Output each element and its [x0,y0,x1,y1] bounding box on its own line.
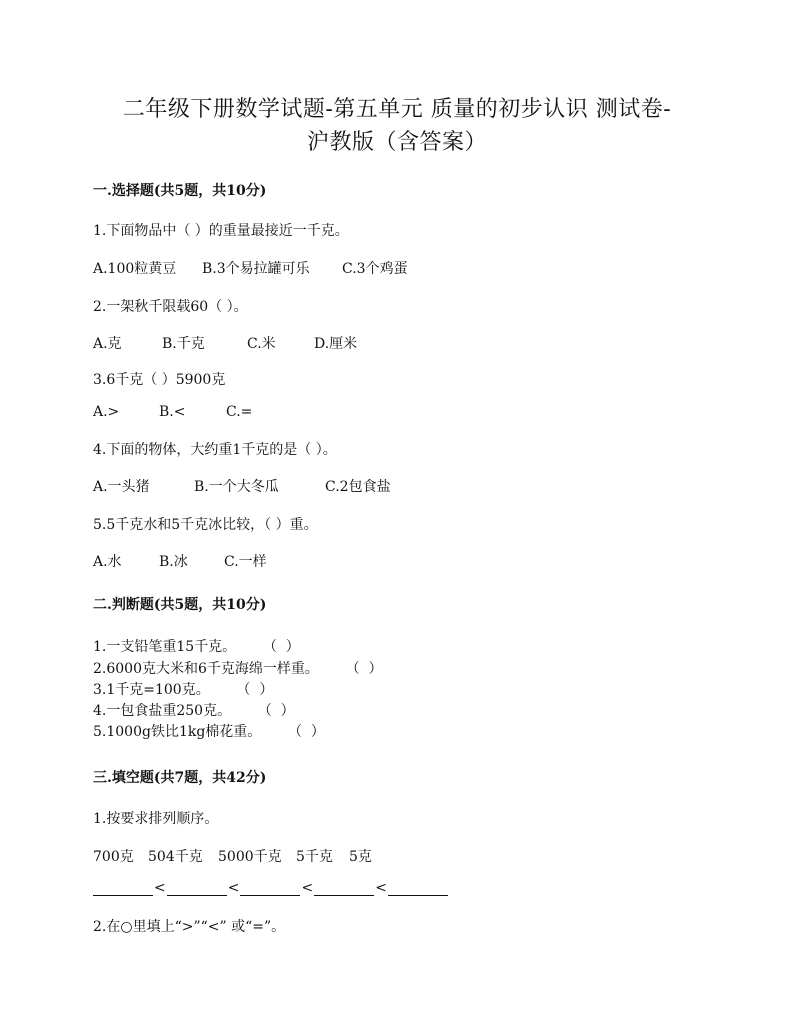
option-d: D.厘米 [314,336,358,352]
less-than-sign: < [227,880,240,896]
option-c: C.一样 [224,554,267,570]
section-heading-choice: 一.选择题(共5题，共10分) [93,183,267,199]
option-b: B.3个易拉罐可乐 [202,261,310,277]
answer-blank[interactable] [314,882,374,896]
question-options [93,476,391,496]
option-c: C.米 [247,336,276,352]
question-stem: 2.在○里填上“>”“<” 或“=”。 [93,919,286,935]
option-a: A.克 [93,336,122,352]
option-a: A.一头猪 [93,479,150,495]
option-b: B.< [159,404,186,420]
less-than-sign: < [301,880,314,896]
question-stem: 5.5千克水和5千克冰比较，（ ）重。 [93,517,318,533]
option-c: C.= [226,404,253,420]
option-a: A.100粒黄豆 [93,261,177,277]
less-than-sign: < [154,880,166,896]
question-stem: 2.一架秋千限载60（ ）。 [93,299,248,315]
weight-value: 5千克 [296,849,333,865]
option-a: A.水 [93,554,122,570]
ordering-answer-row [93,880,448,896]
section-heading-fill: 三.填空题(共7题，共42分) [93,770,267,786]
weight-values-row [93,846,372,866]
option-c: C.3个鸡蛋 [342,261,408,277]
answer-blank[interactable] [167,882,227,896]
weight-value: 700克 [93,849,134,865]
judge-item: 4.一包食盐重250克。 （ ） [93,703,295,719]
option-c: C.2包食盐 [325,479,391,495]
section-heading-judge: 二.判断题(共5题，共10分) [93,597,267,613]
judge-item: 5.1000g铁比1kg棉花重。 （ ） [93,724,325,740]
weight-value: 504千克 [148,849,203,865]
judge-item: 1.一支铅笔重15千克。 （ ） [93,639,300,655]
question-stem: 1.下面物品中（ ）的重量最接近一千克。 [93,223,349,239]
question-options [93,404,252,420]
document-title-line-1: 二年级下册数学试题-第五单元 质量的初步认识 测试卷- [122,97,672,122]
document-title-line-2: 沪教版（含答案） [306,130,487,155]
question-stem: 4.下面的物体，大约重1千克的是（ ）。 [93,442,337,458]
weight-value: 5克 [349,849,372,865]
answer-blank[interactable] [93,882,153,896]
question-options [93,551,267,571]
less-than-sign: < [375,880,387,896]
question-stem: 1.按要求排列顺序。 [93,811,219,827]
question-stem: 3.6千克（ ）5900克 [93,372,226,388]
answer-blank[interactable] [388,882,448,896]
weight-value: 5000千克 [218,849,282,865]
answer-blank[interactable] [240,882,300,896]
judge-item: 2.6000克大米和6千克海绵一样重。 （ ） [93,661,383,677]
question-options [93,258,408,278]
option-b: B.一个大冬瓜 [194,479,279,495]
option-b: B.冰 [159,554,188,570]
judge-item: 3.1千克=100克。 （ ） [93,682,274,698]
option-b: B.千克 [162,336,205,352]
question-options [93,333,357,353]
option-a: A.> [93,404,120,420]
